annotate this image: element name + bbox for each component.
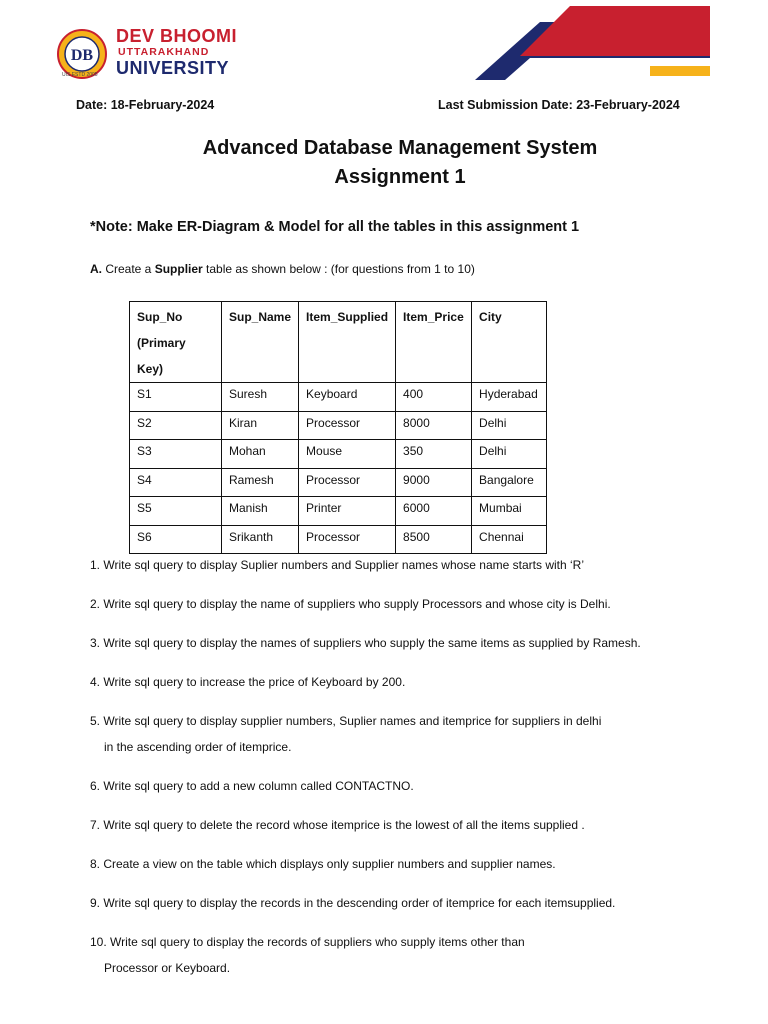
table-cell: Hyderabad: [472, 383, 547, 412]
table-header-row: [130, 302, 547, 383]
question-text: 2. Write sql query to display the name of suppliers who supply Processors and whose city is Delhi.: [90, 597, 611, 611]
table-cell: 6000: [396, 497, 472, 526]
table-row: [130, 497, 547, 526]
question-text: 7. Write sql query to delete the record whose itemprice is the lowest of all the items supplied .: [90, 818, 585, 832]
question-item: [90, 552, 730, 578]
table-cell: S2: [130, 411, 222, 440]
decorative-banner: [380, 6, 710, 80]
table-cell: Ramesh: [222, 468, 299, 497]
table-cell: Mumbai: [472, 497, 547, 526]
table-row: [130, 525, 547, 554]
question-text: 4. Write sql query to increase the price of Keyboard by 200.: [90, 675, 406, 689]
table-cell: Processor: [299, 411, 396, 440]
table-cell: Mouse: [299, 440, 396, 469]
table-cell: S5: [130, 497, 222, 526]
table-cell: 8500: [396, 525, 472, 554]
table-cell: Keyboard: [299, 383, 396, 412]
brand-line-1: DEV BHOOMI: [116, 26, 238, 46]
question-item: [90, 708, 730, 760]
assignment-note: *Note: Make ER-Diagram & Model for all the tables in this assignment 1: [90, 219, 580, 235]
issue-date: Date: 18-February-2024: [76, 98, 215, 112]
table-cell: Processor: [299, 525, 396, 554]
table-cell: S6: [130, 525, 222, 554]
table-cell: Delhi: [472, 411, 547, 440]
table-cell: 400: [396, 383, 472, 412]
table-row: [130, 468, 547, 497]
question-text: 3. Write sql query to display the names of suppliers who supply the same items as supplied by Ramesh.: [90, 636, 641, 650]
header-sup-no: Sup_No: [137, 310, 183, 324]
table-cell: Kiran: [222, 411, 299, 440]
table-cell: Srikanth: [222, 525, 299, 554]
question-item: [90, 929, 730, 981]
question-item: [90, 890, 730, 916]
table-cell: Mohan: [222, 440, 299, 469]
table-cell: S1: [130, 383, 222, 412]
question-item: [90, 851, 730, 877]
header-cell: Item_Supplied: [299, 302, 396, 383]
letterhead: [0, 0, 768, 92]
last-submission-date: Last Submission Date: 23-February-2024: [438, 98, 680, 112]
header-cell: Sup_Name: [222, 302, 299, 383]
section-table-name: Supplier: [154, 262, 203, 276]
table-cell: 8000: [396, 411, 472, 440]
question-text: 8. Create a view on the table which displays only supplier numbers and supplier names.: [90, 857, 556, 871]
table-cell: S4: [130, 468, 222, 497]
svg-text:DB: DB: [70, 47, 94, 64]
header-cell: [130, 302, 222, 383]
table-cell: Chennai: [472, 525, 547, 554]
table-row: [130, 411, 547, 440]
question-item: [90, 591, 730, 617]
section-a-intro: [90, 262, 475, 276]
university-wordmark: [116, 26, 237, 78]
document-title: [0, 134, 768, 192]
table-cell: 9000: [396, 468, 472, 497]
header-cell: Item_Price: [396, 302, 472, 383]
question-text: 10. Write sql query to display the records of suppliers who supply items other than: [90, 935, 525, 949]
section-text-after: table as shown below : (for questions from 1 to 10): [202, 262, 475, 276]
question-list: [90, 552, 730, 994]
table-cell: S3: [130, 440, 222, 469]
section-label: A.: [90, 262, 102, 276]
header-primary-key: (Primary Key): [137, 336, 186, 376]
seal-caption: UIS ESTD 2005: [62, 72, 98, 78]
question-item: [90, 773, 730, 799]
table-cell: Processor: [299, 468, 396, 497]
question-item: [90, 630, 730, 656]
title-line-2: Assignment 1: [334, 166, 466, 188]
question-item: [90, 669, 730, 695]
question-text-continued: Processor or Keyboard.: [104, 961, 231, 975]
supplier-table: [129, 301, 547, 554]
question-text: 9. Write sql query to display the records in the descending order of itemprice for each itemsupplied.: [90, 896, 616, 910]
header-cell: City: [472, 302, 547, 383]
table-cell: 350: [396, 440, 472, 469]
question-item: [90, 812, 730, 838]
table-row: [130, 383, 547, 412]
question-text: 6. Write sql query to add a new column called CONTACTNO.: [90, 779, 414, 793]
title-line-1: Advanced Database Management System: [202, 137, 598, 159]
question-text: 1. Write sql query to display Suplier numbers and Supplier names whose name starts with ‘R’: [90, 558, 585, 572]
question-text: 5. Write sql query to display supplier numbers, Suplier names and itemprice for suppliers in delhi: [90, 714, 602, 728]
table-cell: Printer: [299, 497, 396, 526]
table-cell: Suresh: [222, 383, 299, 412]
brand-line-3: UNIVERSITY: [116, 58, 230, 78]
section-text-before: Create a: [102, 262, 155, 276]
table-cell: Manish: [222, 497, 299, 526]
table-cell: Delhi: [472, 440, 547, 469]
brand-line-2: UTTARAKHAND: [118, 46, 210, 58]
table-cell: Bangalore: [472, 468, 547, 497]
question-text-continued: in the ascending order of itemprice.: [104, 740, 292, 754]
table-row: [130, 440, 547, 469]
